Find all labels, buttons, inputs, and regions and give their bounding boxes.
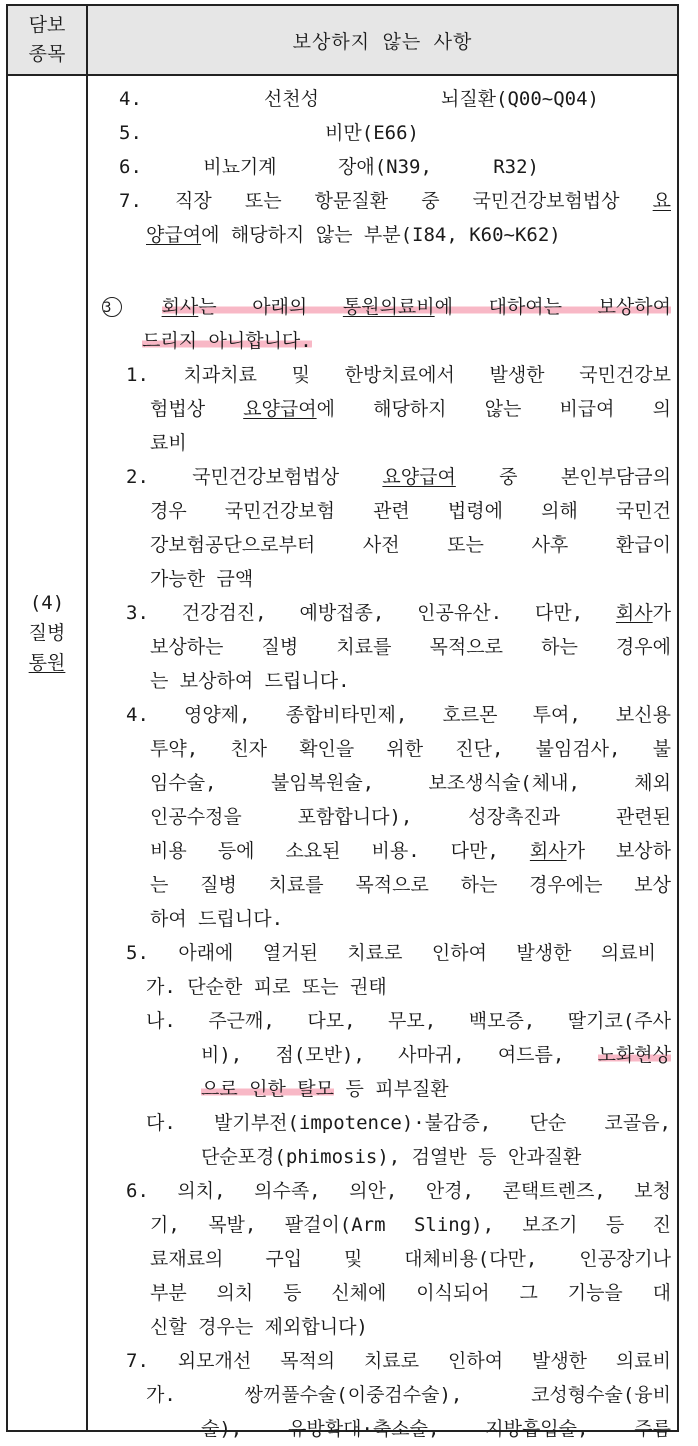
highlighted-text: 에 대하여는 보상하여 — [434, 296, 671, 318]
text-line: 경우 국민건강보험 관련 법령에 의해 국민건 — [150, 500, 671, 522]
defined-term-link[interactable]: 회사 — [161, 296, 199, 318]
header-coverage-type — [8, 6, 88, 74]
text-line: 1. 치과치료 및 한방치료에서 발생한 국민건강보 — [126, 364, 671, 386]
highlighted-text: 는 아래의 — [198, 296, 343, 318]
coverage-name-line1: 질병 — [28, 622, 66, 644]
defined-term-link[interactable]: 요양급여 — [243, 398, 317, 420]
text-line: 다. 발기부전(impotence)·불감증, 단순 코골음, — [146, 1112, 671, 1134]
text-line — [126, 460, 671, 494]
text-line — [126, 596, 671, 630]
coverage-name-line2: 통원 — [28, 652, 66, 674]
text-line: 4. 영양제, 종합비타민제, 호르몬 투여, 보신용 — [126, 704, 671, 726]
text-line: 5. 비만(E66) — [119, 122, 419, 144]
coverage-type-cell — [8, 76, 88, 1430]
text-segment: 가 보상하 — [566, 840, 672, 862]
text-segment: 험법상 — [150, 398, 244, 420]
text-line — [201, 1072, 671, 1106]
text-line: 투약, 친자 확인을 위한 진단, 불임검사, 불 — [150, 738, 671, 760]
text-segment: 에 해당하지 않는 비급여 의 — [316, 398, 671, 420]
defined-term-link[interactable]: 요양급여 — [382, 466, 456, 488]
text-line: 가. 쌍꺼풀수술(이중검수술), 코성형수술(융비 — [146, 1384, 671, 1406]
text-line: 6. 비뇨기계 장애(N39, R32) — [119, 156, 539, 178]
text-line — [146, 218, 671, 252]
text-line — [150, 834, 671, 868]
coverage-number: (4) — [29, 592, 65, 614]
defined-term-link[interactable]: 통원의료비 — [342, 296, 435, 318]
text-line: 5. 아래에 열거된 치료로 인하여 발생한 의료비 — [126, 942, 656, 964]
text-segment: 2. 국민건강보험법상 — [126, 466, 383, 488]
table-header — [8, 6, 677, 76]
text-segment: 등 피부질환 — [334, 1078, 449, 1100]
text-line: 부분 의치 등 신체에 이식되어 그 기능을 대 — [150, 1282, 671, 1304]
text-line — [119, 184, 671, 218]
highlighted-text: 드리지 아니합니다. — [142, 330, 312, 352]
text-line: 7. 외모개선 목적의 치료로 인하여 발생한 의료비 — [126, 1350, 671, 1372]
defined-term-link[interactable]: 양급여 — [146, 224, 202, 246]
text-line: 료재료의 구입 및 대체비용(다만, 인공장기나 — [150, 1248, 671, 1270]
text-line: 가. 단순한 피로 또는 권태 — [146, 976, 387, 998]
text-line: 임수술, 불임복원술, 보조생식술(체내, 체외 — [150, 772, 671, 794]
defined-term-link[interactable]: 회사 — [615, 602, 653, 624]
text-line: 4. 선천성 뇌질환(Q00~Q04) — [119, 88, 599, 110]
text-line: 가능한 금액 — [150, 568, 254, 590]
text-segment: 3. 건강검진, 예방접종, 인공유산. 다만, — [126, 602, 616, 624]
text-line: 강보험공단으로부터 사전 또는 사후 환급이 — [150, 534, 671, 556]
coverage-type-label — [8, 588, 86, 678]
text-line: 신할 경우는 제외합니다) — [150, 1316, 368, 1338]
header-exclusions: 보상하지 않는 사항 — [292, 30, 473, 53]
highlighted-text: 으로 인한 탈모 — [201, 1078, 335, 1100]
text-line: 는 보상하여 드립니다. — [150, 670, 350, 692]
text-segment — [126, 296, 162, 318]
text-segment: 가 — [652, 602, 671, 624]
text-line — [150, 392, 671, 426]
text-line — [142, 324, 671, 358]
header-col1-line1: 담보 — [28, 14, 66, 36]
text-segment: 에 해당하지 않는 부분(I84, K60~K62) — [201, 224, 561, 246]
text-line: 는 질병 치료를 목적으로 하는 경우에는 보상 — [150, 874, 671, 896]
text-segment: 비용 등에 소요된 비용. 다만, — [150, 840, 530, 862]
header-col1-line2: 종목 — [28, 43, 66, 65]
text-segment: 비), 점(모반), 사마귀, 여드름, — [201, 1044, 598, 1066]
exclusions-cell — [88, 76, 677, 1440]
text-line: 6. 의치, 의수족, 의안, 안경, 콘택트렌즈, 보청 — [126, 1180, 671, 1202]
text-line: 기, 목발, 팔걸이(Arm Sling), 보조기 등 진 — [150, 1214, 671, 1236]
text-line: 단순포경(phimosis), 검열반 등 안과질환 — [201, 1146, 582, 1168]
text-line: 술), 유방확대·축소술, 지방흡입술, 주름 — [201, 1418, 671, 1440]
text-line — [102, 290, 671, 324]
defined-term-link[interactable]: 요 — [652, 190, 671, 212]
text-line: 하여 드립니다. — [150, 908, 284, 930]
defined-term-link[interactable]: 회사 — [529, 840, 567, 862]
text-line: 료비 — [150, 432, 187, 454]
text-segment: 7. 직장 또는 항문질환 중 국민건강보험법상 — [119, 190, 653, 212]
highlighted-text: 노화현상 — [597, 1044, 671, 1066]
coverage-table — [6, 4, 679, 1440]
text-line: 보상하는 질병 치료를 목적으로 하는 경우에 — [150, 636, 671, 658]
text-line: 나. 주근깨, 다모, 무모, 백모증, 딸기코(주사 — [146, 1010, 671, 1032]
text-line — [201, 1038, 671, 1072]
text-segment: 중 본인부담금의 — [455, 466, 671, 488]
text-line: 인공수정을 포함합니다), 성장촉진과 관련된 — [150, 806, 671, 828]
circled-number-3: 3 — [102, 297, 122, 317]
